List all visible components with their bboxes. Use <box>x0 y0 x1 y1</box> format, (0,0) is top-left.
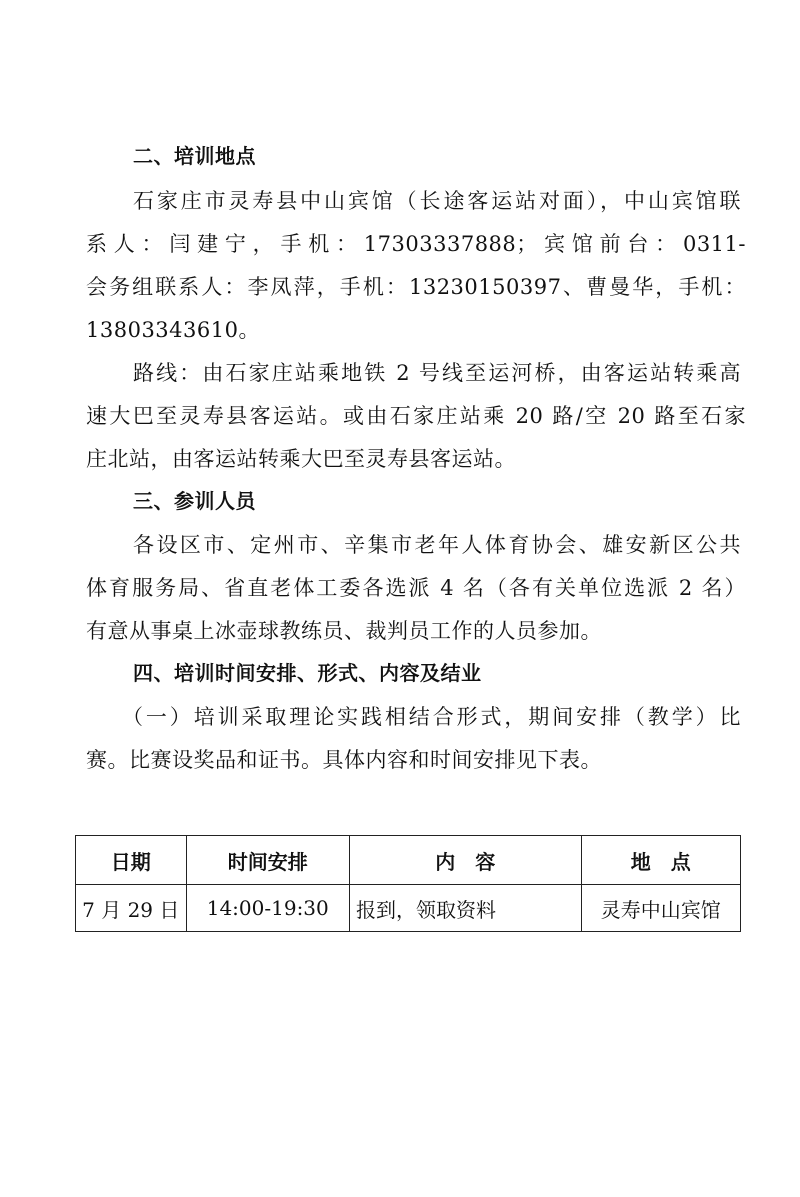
paragraph-line: 石家庄市灵寿县中山宾馆（长途客运站对面），中山宾馆联 <box>133 189 741 213</box>
table-row <box>76 885 741 932</box>
paragraph-line: 会务组联系人：李凤萍，手机：13230150397、曹曼华，手机： <box>86 275 746 299</box>
cell-date: 7 月 29 日 <box>76 885 187 932</box>
paragraph-line: 路线：由石家庄站乘地铁 2 号线至运河桥，由客运站转乘高 <box>133 361 741 385</box>
paragraph-line: 各设区市、定州市、辛集市老年人体育协会、雄安新区公共 <box>133 533 741 557</box>
section3-heading: 三、参训人员 <box>133 489 256 513</box>
paragraph-line: 有意从事桌上冰壶球教练员、裁判员工作的人员参加。 <box>86 619 602 643</box>
cell-location: 灵寿中山宾馆 <box>581 885 740 932</box>
section4-heading: 四、培训时间安排、形式、内容及结业 <box>133 661 482 685</box>
column-header-date: 日期 <box>76 836 187 885</box>
table-header-row <box>76 836 741 885</box>
paragraph-line: 赛。比赛设奖品和证书。具体内容和时间安排见下表。 <box>86 748 602 772</box>
paragraph-line: 系人：闫建宁，手机：17303337888；宾馆前台：0311- <box>86 232 746 256</box>
paragraph-line: 体育服务局、省直老体工委各选派 4 名（各有关单位选派 2 名） <box>86 576 746 600</box>
paragraph-line: （一）培训采取理论实践相结合形式，期间安排（教学）比 <box>122 705 741 729</box>
paragraph-line: 速大巴至灵寿县客运站。或由石家庄站乘 20 路/空 20 路至石家 <box>86 404 746 428</box>
cell-content: 报到，领取资料 <box>349 885 581 932</box>
cell-time: 14:00-19:30 <box>186 885 349 932</box>
paragraph-line: 庄北站，由客运站转乘大巴至灵寿县客运站。 <box>86 447 516 471</box>
paragraph-line: 13803343610。 <box>86 318 260 342</box>
column-header-time: 时间安排 <box>186 836 349 885</box>
column-header-location: 地 点 <box>581 836 740 885</box>
section2-heading: 二、培训地点 <box>133 144 256 168</box>
schedule-table <box>75 835 741 932</box>
column-header-content: 内 容 <box>349 836 581 885</box>
